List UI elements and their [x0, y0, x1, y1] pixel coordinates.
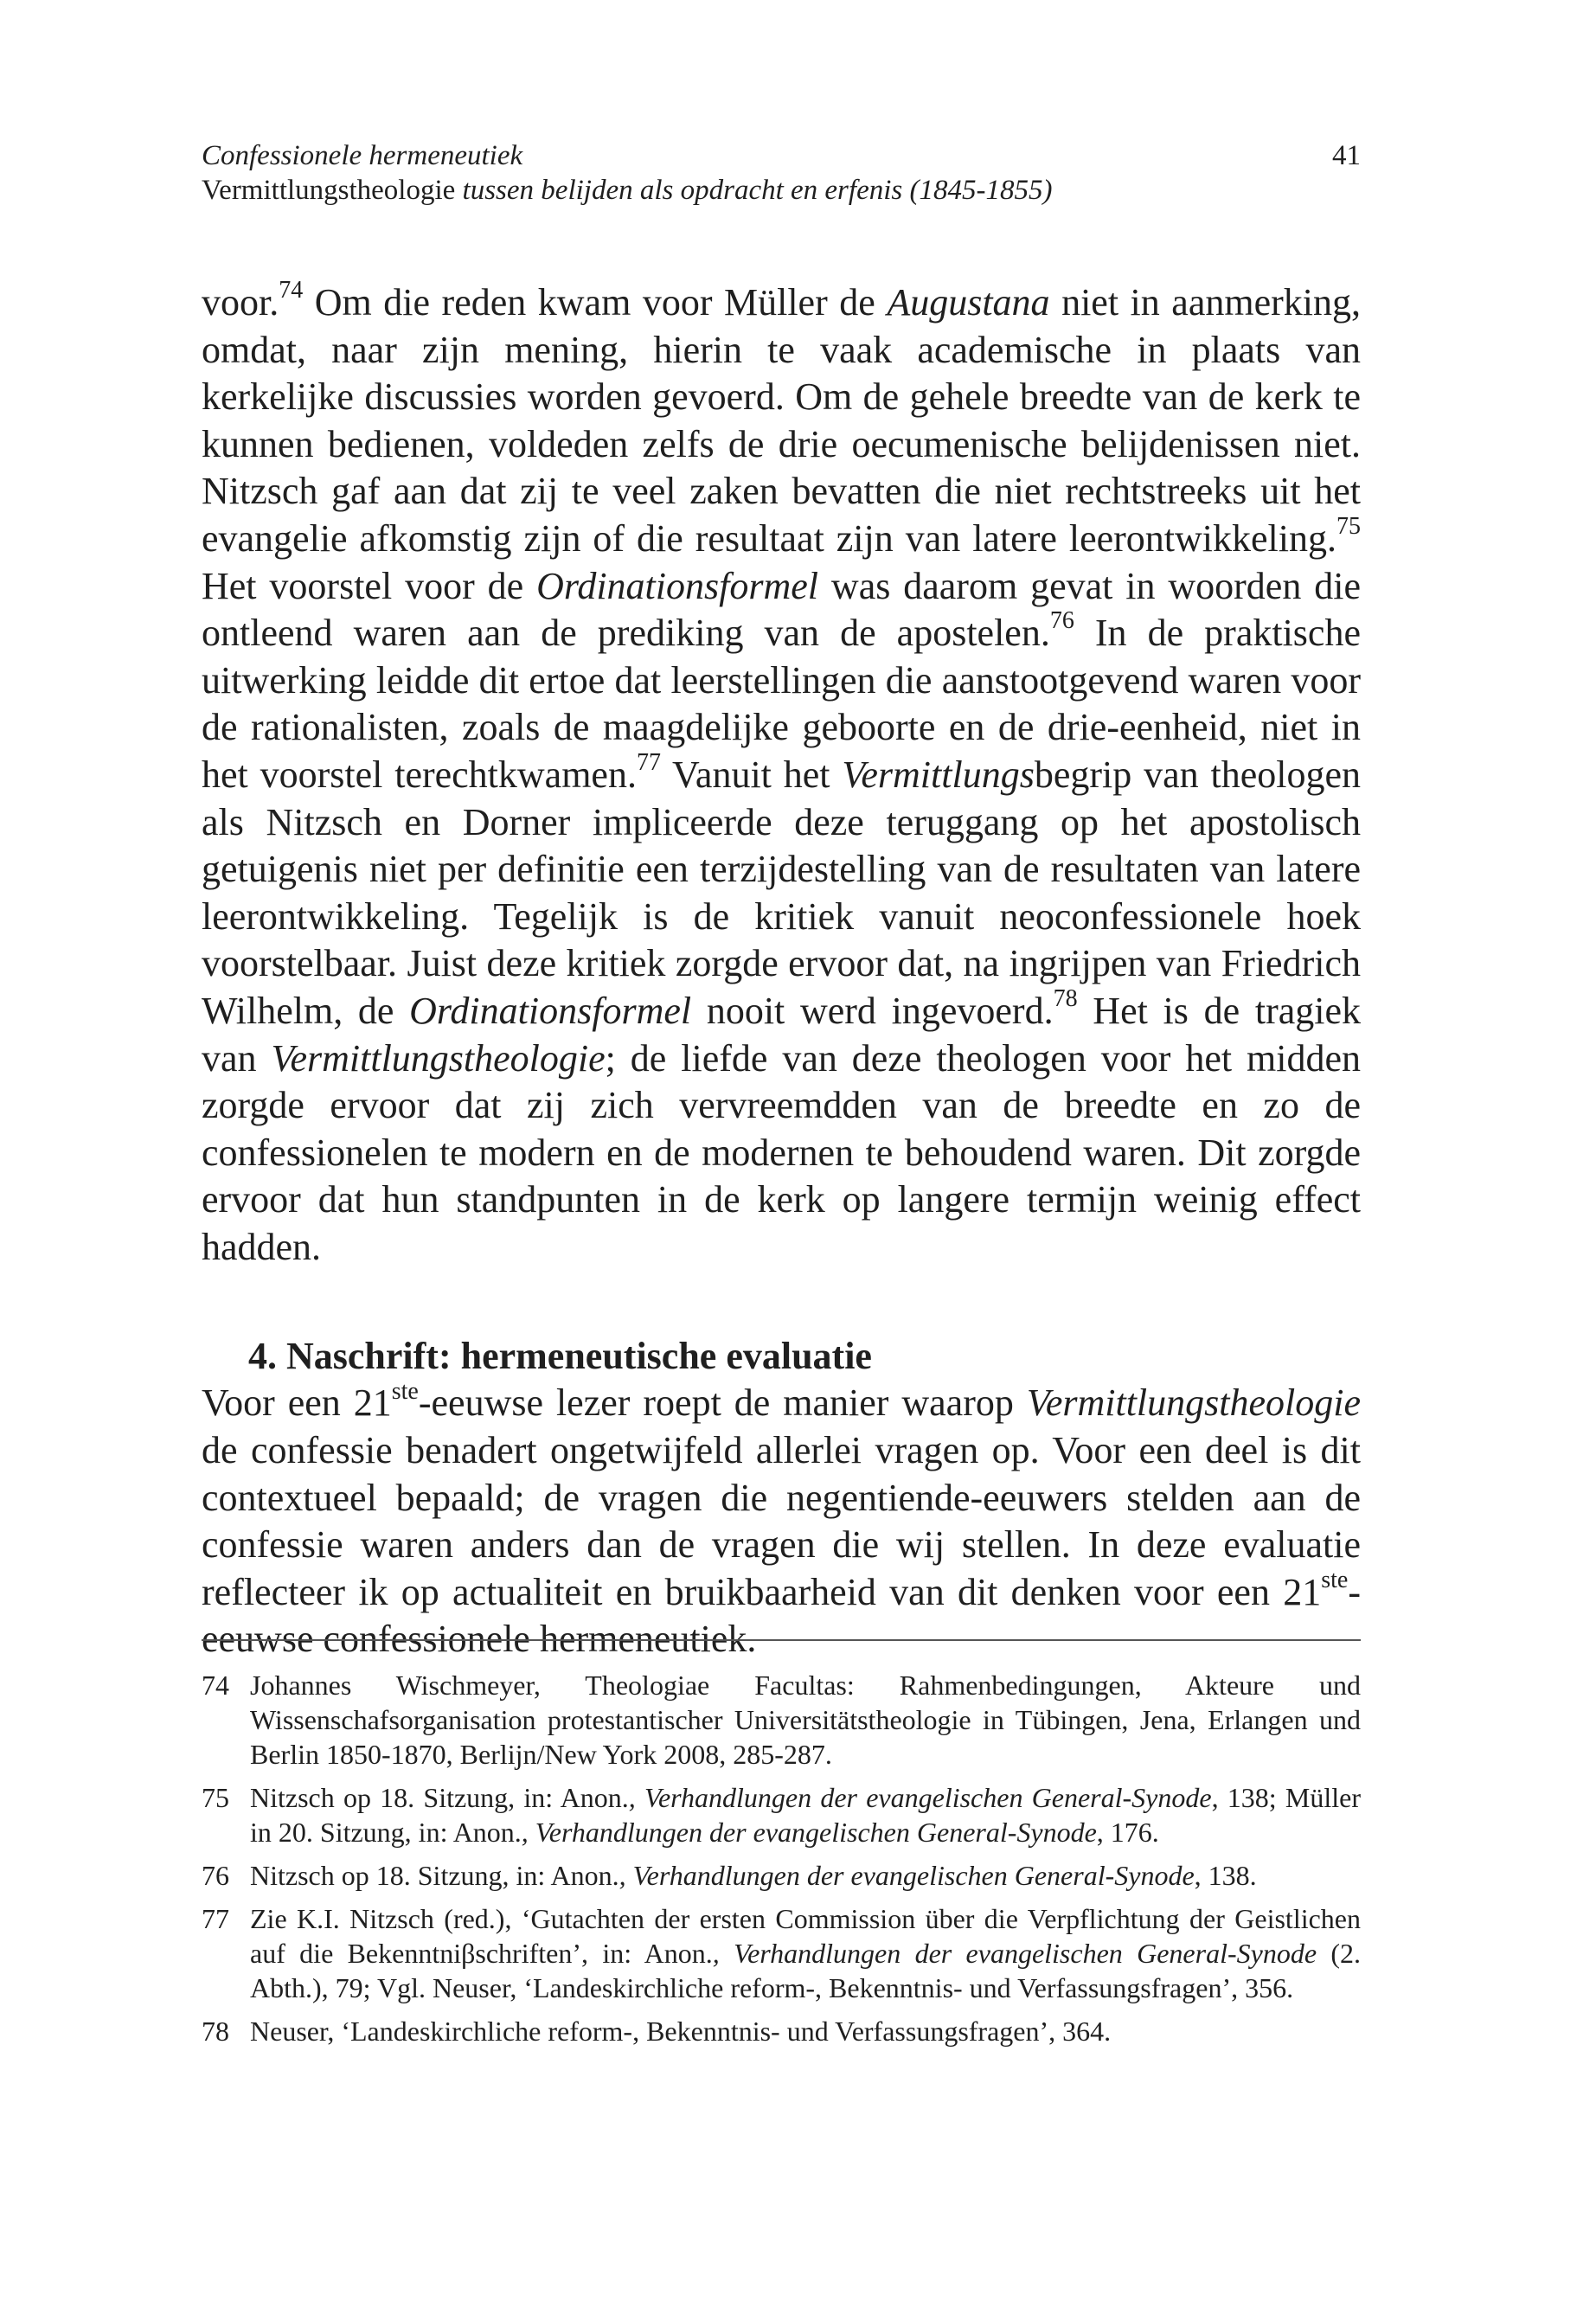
footnote-ref[interactable]: 78: [1053, 985, 1078, 1013]
footnote-75: 75 Nitzsch op 18. Sitzung, in: Anon., Verhandlungen der evangelischen General-Synode, 138; Müller in 20. Sitzung, in: Anon., Verhandlungen der evangelischen General-Synode, 176.: [202, 1782, 1362, 1848]
paragraph: voor.$^{74}$ Om die reden kwam voor Müller de Augustana niet in aanmerking, omdat, naar zijn mening, hierin te vaak academische in plaats van kerkelijke discussies worden gevoerd. Om de gehele breedte van de kerk te kunnen bedienen, voldeden zelfs de drie oecumenische belijdenissen niet. Nitzsch gaf aan dat zij te veel zaken bevatten die niet rechtstreeks uit het evangelie afkomstig zijn of die resultaat zijn van latere leerontwikkeling.$^{75}$ Het voorstel voor de Ordinationsformel was daarom gevat in woorden die ontleend waren aan de prediking van de apostelen.$^{76}$ In de praktische uitwerking leidde dit ertoe dat leerstellingen die aanstootgevend waren voor de rationalisten, zoals de maagdelijke geboorte en de drie-eenheid, niet in het voorstel terechtkwamen.$^{77}$ Vanuit het Vermittlungsbegrip van theologen als Nitzsch en Dorner impliceerde deze teruggang op het apostolisch getuigenis niet per definitie een terzijdestelling van de resultaten van latere leerontwikkeling. Tegelijk is de kritiek vanuit neoconfessionele hoek voorstelbaar. Juist deze kritiek zorgde ervoor dat, na ingrijpen van Friedrich Wilhelm, de Ordinationsformel nooit werd ingevoerd.$^{78}$ Het is de tragiek van Vermittlungstheologie; de liefde van deze theologen voor het midden zorgde ervoor dat zij zich vervreemdden van de breedte en zo de confessionelen te modern en de modernen te behoudend waren. Dit zorgde ervoor dat hun standpunten in de kerk op langere termijn weinig effect hadden.: [202, 277, 1362, 1268]
footnote-74: 74 Johannes Wischmeyer, Theologiae Facultas: Rahmenbedingungen, Akteure und Wissenschafsorganisation protestantischer Universitätstheologie in Tübingen, Jena, Erlangen und Berlin 1850-1870, Berlijn/New York 2008, 285-287.: [202, 1670, 1361, 1770]
running-head-line-1: Confessionele hermeneutiek: [202, 140, 523, 171]
footnote-ref[interactable]: 74: [279, 277, 304, 304]
page-number: 41: [1332, 140, 1361, 171]
footnote-78: 78 Neuser, ‘Landeskirchliche reform-, Bekenntnis- und Verfassungsfragen’, 364.: [202, 2016, 1112, 2047]
section-heading: 4. Naschrift: hermeneutische evaluatie: [248, 1335, 872, 1378]
footnotes: [202, 1668, 1361, 2057]
running-head-line-2: Vermittlungstheologie tussen belijden als opdracht en erfenis (1845-1855): [202, 175, 1053, 206]
running-head: [202, 138, 1361, 208]
footnote-ref[interactable]: 77: [636, 749, 661, 777]
footnote-ref[interactable]: 75: [1336, 513, 1361, 541]
paragraph: Voor een 21ste-eeuwse lezer roept de manier waarop Vermittlungstheologie de confessie benadert ongetwijfeld allerlei vragen op. Voor een deel is dit contextueel bepaald; de vragen die negentiende-eeuwers stelden aan de confessie waren anders dan de vragen die wij stellen. In deze evaluatie reflecteer ik op actualiteit en bruikbaarheid van dit denken voor een 21ste-eeuwse confessionele hermeneutiek.: [202, 1377, 1361, 1661]
body-text: [202, 279, 1361, 1663]
footnote-77: 77 Zie K.I. Nitzsch (red.), ‘Gutachten der ersten Commission über die Verpflichtung der Geistlichen auf die Bekenntniβschriften’, in: Anon., Verhandlungen der evangelischen General-Synode (2. Abth.), 79; Vgl. Neuser, ‘Landeskirchliche reform-, Bekenntnis- und Verfassungsfragen’, 356.: [202, 1903, 1362, 2003]
footnote-76: 76 Nitzsch op 18. Sitzung, in: Anon., Verhandlungen der evangelischen General-Synode, 138.: [202, 1860, 1257, 1891]
footnote-divider: [202, 1639, 1361, 1641]
footnote-ref[interactable]: 76: [1049, 607, 1074, 635]
